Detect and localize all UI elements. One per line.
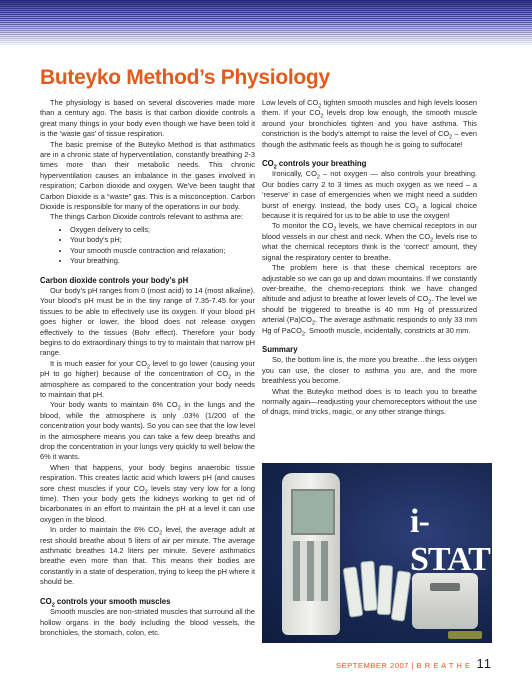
bullet-list <box>40 225 255 267</box>
page-footer <box>336 656 492 671</box>
paragraph: It is much easier for your $CO_2$ level to go lower (causing your pH to go higher) because of the concentration of $CO_2$ in the atmosphere as compared to the concentration your body needs to maintain that pH. <box>40 358 255 399</box>
paragraph: What the Buteyko method does is to teach you to breathe normally again—readjusting your chemoreceptors without the use of drugs, mind tricks, magic, or any other strange things. <box>262 386 477 417</box>
analyzer-screen <box>291 489 335 535</box>
paragraph: The problem here is that these chemical receptors are adjustable so we can go up and down mountains. If we constantly over-breathe, the chemo-receptors think we have changed altitude and adjust to breathe at lower levels of $CO_2$. The level we should be triggered to breathe is 40 mm Hg of pressurized arterial $(Pa)CO_2$. The average asthmatic responds to only 33 mm Hg of PaCO$_2$. Smooth muscle, incidentally, constricts at 30 mm. <box>262 263 477 337</box>
list-item: • Your smooth muscle contraction and relaxation; <box>70 246 255 256</box>
paragraph: When that happens, your body begins anaerobic tissue respiration. This creates lactic acid which lowers pH (and causes sore chest muscles if your $CO_2$ levels stay very low for a long time). Then your body gets the kidneys working to get rid of bicarbonates in an effort to maintain the pH at a level it can use oxygen in the blood. <box>40 462 255 524</box>
right-column <box>262 98 477 418</box>
list-item: • Oxygen delivery to cells; <box>70 225 255 235</box>
left-column <box>40 98 255 638</box>
handheld-analyzer <box>282 473 340 635</box>
paragraph: Our body’s pH ranges from 0 (most acid) to 14 (most alkaline). Your blood’s pH must be in the tiny range of 7.35-7.45 for your tissues to be able to effectively use its oxygen. If your blood pH goes higher or lower, the blood does not release oxygen effectively to the tissues (Bohr effect). Therefore your body begins to do extraordinary things to try to maintain that narrow pH range. <box>40 285 255 358</box>
paragraph: Low levels of $CO_2$ tighten smooth muscles and high levels loosen them. If your $CO_2$ levels drop low enough, the smooth muscle around your bronchioles tighten and you have asthma. This constriction is the body’s attempt to raise the level of $CO_2$ – even though the asthmatic feels as though he is going to suffocate! <box>262 98 477 149</box>
paragraph: To monitor the $CO_2$ levels, we have chemical receptors in our blood vessels in our chest and neck. When the $CO_2$ levels rise to what the chemical receptors think is the ‘correct’ amount, they signal the respiratory center to breathe. <box>262 221 478 262</box>
test-cartridges <box>346 555 416 635</box>
brand-tag <box>448 631 482 639</box>
section-heading: Carbon dioxide controls your body’s pH <box>40 275 189 285</box>
header-band <box>0 0 532 46</box>
analyzer-keypad <box>290 541 332 601</box>
paragraph: Ironically, $CO_2$ – not oxygen — also controls your breathing. Our bodies carry 2 to 3 times as much oxygen as we need – a ‘reserve’ in case of emergencies when we might need a sudden burst of energy. Instead, the body uses $CO_2$ a logical choice because it is required for us to be able to use the oxygen! <box>262 169 478 221</box>
list-item: • Your breathing. <box>70 256 255 266</box>
issue-label: SEPTEMBER 2007 | B R E A T H E <box>336 661 471 670</box>
page-number: 11 <box>476 656 492 671</box>
section-heading: Summary <box>262 344 298 354</box>
paragraph: The physiology is based on several discoveries made more than a century ago. The basis is that carbon dioxide controls a great many things in your body even though we have been told it is the ‘waste gas’ of tissue respiration. <box>40 98 255 139</box>
paragraph: The things Carbon Dioxide controls relevant to asthma are: <box>50 212 244 222</box>
section-heading: $CO_2$ controls your breathing <box>262 159 367 171</box>
product-photo <box>262 463 492 643</box>
printer-cradle <box>412 573 478 629</box>
paragraph: Smooth muscles are non-striated muscles that surround all the hollow organs in the body including the blood vessels, the bronchioles, the stomach, colon, etc. <box>40 607 255 637</box>
section-heading: $CO_2$ controls your smooth muscles <box>40 596 171 609</box>
paragraph: So, the bottom line is, the more you breathe…the less oxygen you can use, the closer to asthma you are, and the more breathless you become. <box>262 355 477 386</box>
paragraph: In order to maintain the 6% $CO_2$ level, the average adult at rest should breathe about 5 liters of air per minute. The average asthmatic breathes 14.2 liters per minute. Severe asthmatics breathe even more than that. This means their bodies are constantly in a state of desperation, trying to keep the pH where it should be. <box>40 525 255 587</box>
list-item: • Your body’s pH; <box>70 235 255 245</box>
article-title: Buteyko Method’s Physiology <box>40 66 330 89</box>
paragraph: Your body wants to maintain 6% $CO_2$ in the lungs and the blood, while the atmosphere is only .03% (1/200 of the concentration your body wants). So you can see that the low level in the atmosphere means you can take a few deep breaths and drop the concentration in your lungs very quickly to well below the 6% it wants. <box>40 400 256 462</box>
paragraph: The basic premise of the Buteyko Method is that asthmatics are in a chronic state of hyperventilation, constantly breathing 2-3 times more than their metabolic needs. This chronic hyperventilation causes an imbalance in the gases involved in respiration; Carbon dioxide and oxygen. We’ve been taught that Carbon Dioxide is a “waste” gas. This is a misconception. Carbon Dioxide is responsible for many of the operations in our body. <box>40 139 255 212</box>
brand-logo: i-STAT <box>410 503 490 578</box>
